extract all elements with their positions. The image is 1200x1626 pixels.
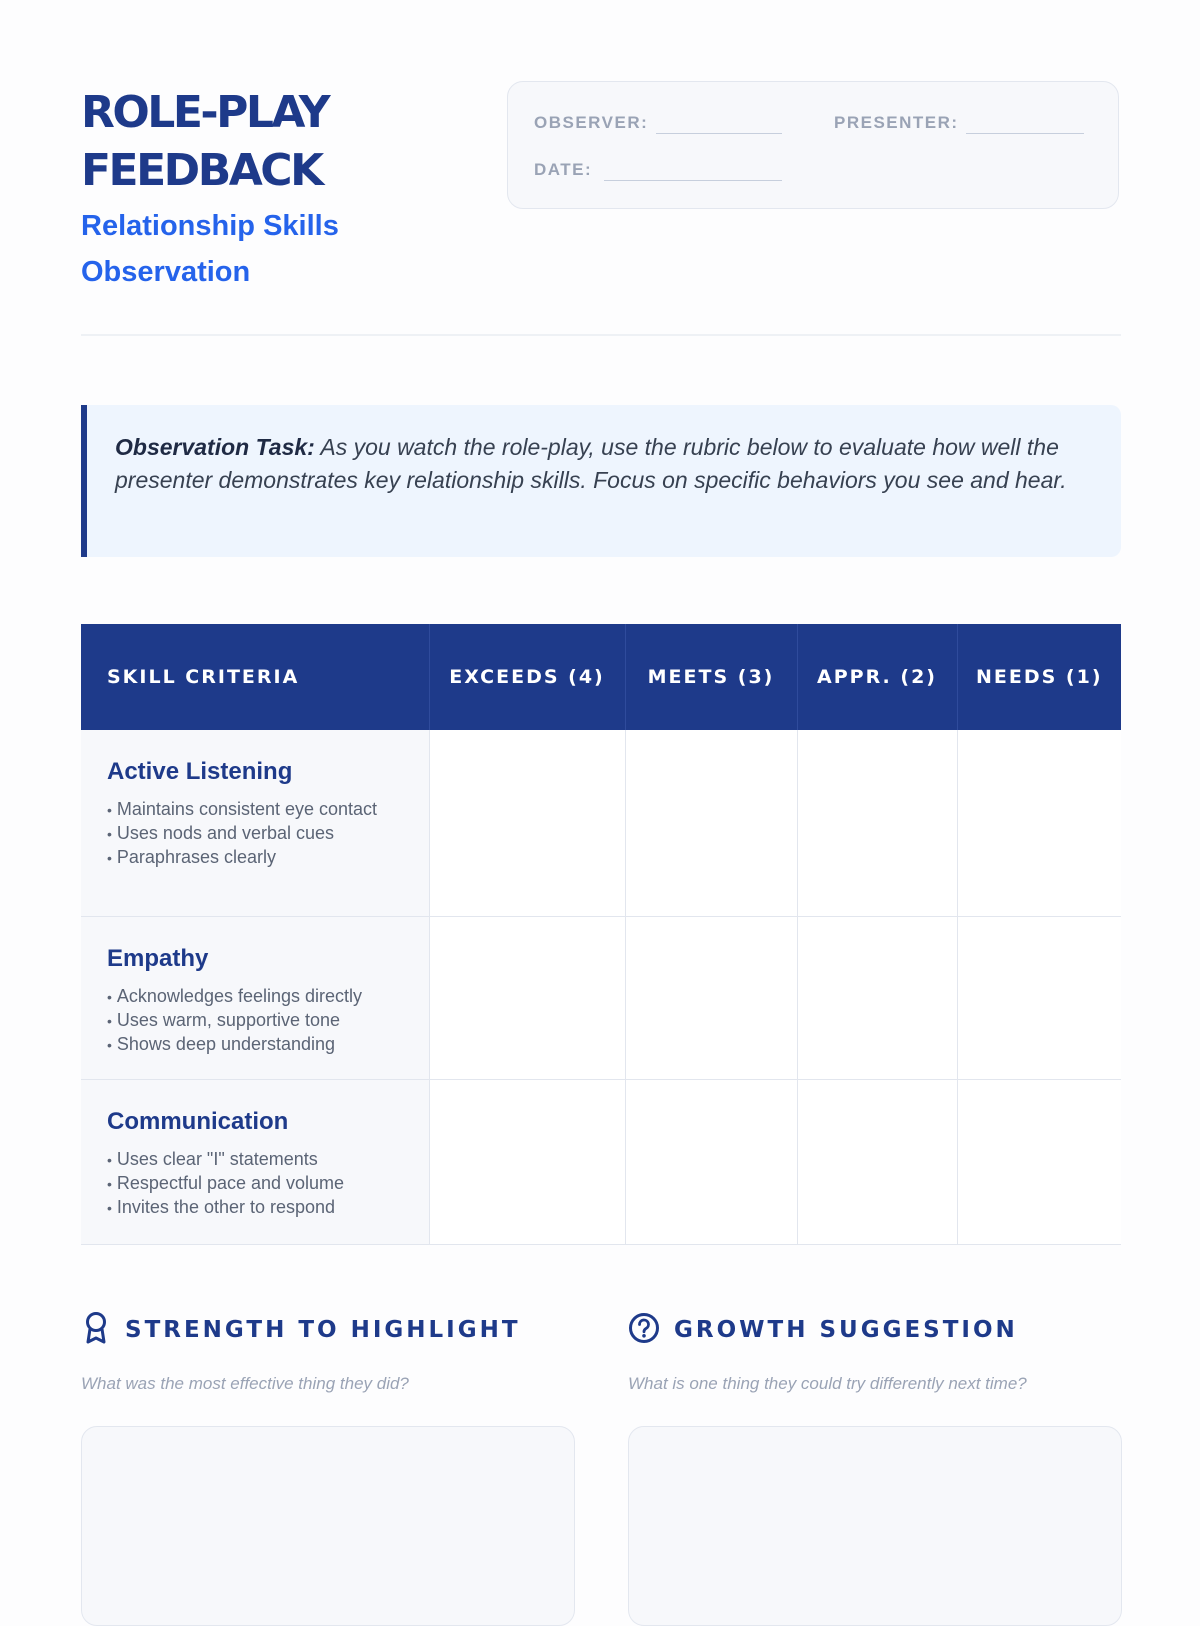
date-label: DATE: <box>534 160 593 179</box>
column-header-meets: MEETS (3) <box>625 624 797 730</box>
criteria-bullet: • Acknowledges feelings directly <box>107 985 409 1009</box>
rubric-table <box>81 624 1121 1245</box>
strength-title: STRENGTH TO HIGHLIGHT <box>125 1317 521 1343</box>
table-row <box>81 1079 1121 1244</box>
callout-lead: Observation Task: <box>115 434 315 460</box>
question-circle-icon <box>628 1312 660 1349</box>
criteria-cell <box>81 916 429 1079</box>
score-cell-exceeds[interactable] <box>429 730 625 916</box>
date-field[interactable] <box>604 180 782 181</box>
score-cell-needs[interactable] <box>957 916 1121 1079</box>
column-header-needs: NEEDS (1) <box>957 624 1121 730</box>
ribbon-award-icon <box>81 1311 111 1350</box>
column-header-criteria: SKILL CRITERIA <box>81 624 429 730</box>
criteria-bullet: • Uses warm, supportive tone <box>107 1009 409 1033</box>
column-header-exceeds: EXCEEDS (4) <box>429 624 625 730</box>
criteria-bullet: • Maintains consistent eye contact <box>107 798 409 822</box>
score-cell-meets[interactable] <box>625 730 797 916</box>
score-cell-approaching[interactable] <box>797 1079 957 1244</box>
page-title: ROLE-PLAY FEEDBACK <box>81 87 329 196</box>
criteria-name: Communication <box>107 1107 289 1135</box>
criteria-cell <box>81 730 429 916</box>
criteria-bullet: • Uses nods and verbal cues <box>107 822 409 846</box>
observer-field[interactable] <box>656 133 782 134</box>
page-subtitle: Relationship Skills Observation <box>81 210 339 288</box>
criteria-bullets <box>107 985 409 1057</box>
score-cell-needs[interactable] <box>957 1079 1121 1244</box>
strength-section-header <box>81 1314 521 1346</box>
growth-section-header <box>628 1314 1018 1346</box>
presenter-label: PRESENTER: <box>834 113 959 132</box>
score-cell-meets[interactable] <box>625 916 797 1079</box>
criteria-bullet: • Invites the other to respond <box>107 1196 409 1220</box>
growth-textarea[interactable] <box>628 1426 1122 1626</box>
meta-info-card <box>507 81 1119 209</box>
score-cell-approaching[interactable] <box>797 916 957 1079</box>
callout-text: As you watch the role-play, use the rubric below to evaluate how well the presenter demonstrates key relationship skills. Focus on specific behaviors you see and hear. <box>115 434 1067 493</box>
criteria-cell <box>81 1079 429 1244</box>
criteria-name: Empathy <box>107 944 209 972</box>
score-cell-needs[interactable] <box>957 730 1121 916</box>
criteria-bullet: • Uses clear "I" statements <box>107 1148 409 1172</box>
column-header-approaching: APPR. (2) <box>797 624 957 730</box>
rubric-header-row <box>81 624 1121 730</box>
criteria-bullet: • Respectful pace and volume <box>107 1172 409 1196</box>
table-row <box>81 730 1121 916</box>
score-cell-exceeds[interactable] <box>429 916 625 1079</box>
criteria-name: Active Listening <box>107 758 293 785</box>
presenter-field[interactable] <box>966 133 1084 134</box>
strength-prompt: What was the most effective thing they did? <box>81 1374 409 1393</box>
score-cell-approaching[interactable] <box>797 730 957 916</box>
table-row <box>81 916 1121 1079</box>
criteria-bullet: • Paraphrases clearly <box>107 846 409 870</box>
growth-title: GROWTH SUGGESTION <box>674 1317 1018 1343</box>
criteria-bullets <box>107 798 409 870</box>
strength-textarea[interactable] <box>81 1426 575 1626</box>
criteria-bullet: • Shows deep understanding <box>107 1033 409 1057</box>
score-cell-meets[interactable] <box>625 1079 797 1244</box>
observer-label: OBSERVER: <box>534 113 649 132</box>
observation-task-callout <box>81 405 1121 557</box>
header-divider <box>81 334 1121 336</box>
score-cell-exceeds[interactable] <box>429 1079 625 1244</box>
growth-prompt: What is one thing they could try differently next time? <box>628 1374 1027 1393</box>
criteria-bullets <box>107 1148 409 1220</box>
